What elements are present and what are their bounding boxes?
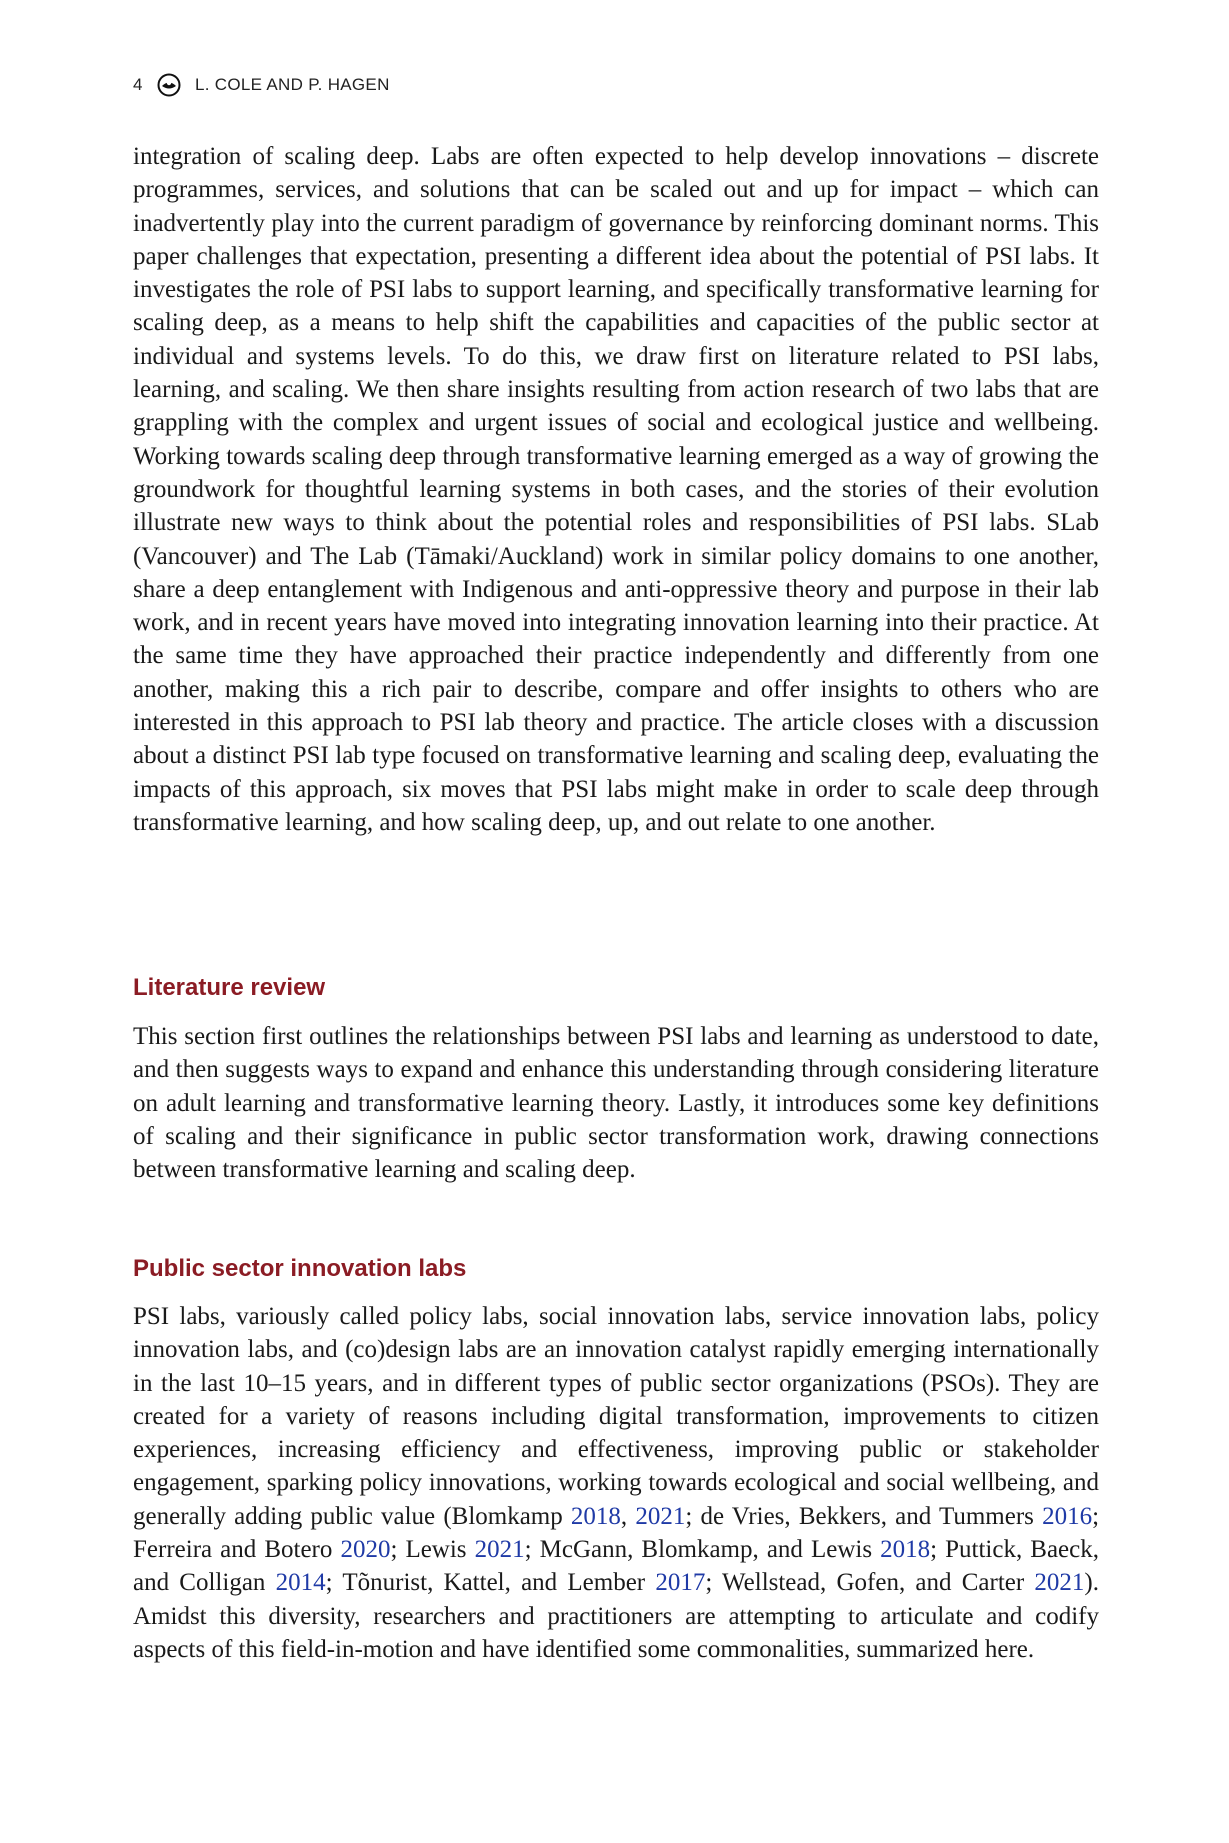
psi-labs-paragraph-text bbox=[133, 1300, 1099, 1666]
text-run: ; Lewis bbox=[390, 1536, 475, 1564]
citation-link[interactable]: 2017 bbox=[655, 1569, 706, 1597]
heading-psi-labs: Public sector innovation labs bbox=[133, 1255, 467, 1282]
citation-link[interactable]: 2021 bbox=[1034, 1569, 1085, 1597]
citation-link[interactable]: 2018 bbox=[570, 1502, 621, 1530]
intro-paragraph-text: integration of scaling deep. Labs are often expected to help develop innovations – discrete programmes, services, and solutions that can be scaled out and up for impact – which can inadvertently play into the current paradigm of governance by reinforcing dominant norms. This paper challenges that expectation, presenting a different idea about the potential of PSI labs. It investigates the role of PSI labs to support learning, and specifically transformative learning for scaling deep, as a means to help shift the capabilities and capacities of the public sector at individual and systems levels. To do this, we draw first on literature related to PSI labs, learning, and scaling. We then share insights resulting from action research of two labs that are grappling with the complex and urgent issues of social and ecological justice and wellbeing. Working towards scaling deep through transformative learning emerged as a way of growing the groundwork for thoughtful learning systems in both cases, and the stories of their evolution illustrate new ways to think about the potential roles and responsibilities of PSI labs. SLab (Vancouver) and The Lab (Tāmaki/Auckland) work in similar policy domains to one another, share a deep entanglement with Indigenous and anti-oppressive theory and purpose in their lab work, and in recent years have moved into integrating innovation learning into their practice. At the same time they have approached their practice independently and differently from one another, making this a rich pair to describe, compare and offer insights to others who are interested in this approach to PSI lab theory and practice. The article closes with a discussion about a distinct PSI lab type focused on transformative learning and scaling deep, evaluating the impacts of this approach, six moves that PSI labs might make in order to scale deep through transformative learning, and how scaling deep, up, and out relate to one another. bbox=[133, 143, 1099, 836]
intro-paragraph bbox=[133, 140, 1099, 839]
psi-labs-paragraph bbox=[133, 1300, 1099, 1666]
citation-link[interactable]: 2021 bbox=[474, 1536, 525, 1564]
text-run: ; Puttick, Baeck, and Colligan bbox=[133, 1536, 1099, 1597]
text-run: , bbox=[620, 1502, 636, 1530]
text-run: ; de Vries, Bekkers, and Tummers bbox=[685, 1502, 1043, 1530]
literature-paragraph bbox=[133, 1020, 1099, 1186]
journal-logo-icon bbox=[157, 73, 181, 97]
text-run: PSI labs, variously called policy labs, social innovation labs, service innovation labs, policy innovation labs, and (co)design labs are an innovation catalyst rapidly emerging internationally in the last 10–15 years, and in different types of public sector organizations (PSOs). They are created for a variety of reasons including digital transformation, improvements to citizen experiences, increasing efficiency and effectiveness, improving public or stakeholder engagement, sparking policy innovations, working towards ecological and social wellbeing, and generally adding public value (Blomkamp bbox=[133, 1303, 1099, 1530]
citation-link[interactable]: 2021 bbox=[635, 1502, 686, 1530]
running-head-authors: L. COLE AND P. HAGEN bbox=[195, 75, 390, 94]
text-run: ). Amidst this diversity, researchers and practitioners are attempting to articulate and codify aspects of this field-in-motion and have identified some commonalities, summarized here. bbox=[133, 1569, 1099, 1663]
text-run: ; Tõnurist, Kattel, and Lember bbox=[325, 1569, 656, 1597]
page-number: 4 bbox=[133, 75, 143, 94]
text-run: ; Ferreira and Botero bbox=[133, 1502, 1100, 1564]
text-run: ; McGann, Blomkamp, and Lewis bbox=[524, 1536, 881, 1564]
citation-link[interactable]: 2020 bbox=[340, 1536, 391, 1564]
literature-paragraph-text: This section first outlines the relationships between PSI labs and learning as understood to date, and then suggests ways to expand and enhance this understanding through considering literature on adult learning and transformative learning theory. Lastly, it introduces some key definitions of scaling and their significance in public sector transformation work, drawing connections between transformative learning and scaling deep. bbox=[133, 1023, 1099, 1184]
citation-link[interactable]: 2014 bbox=[275, 1569, 326, 1597]
heading-literature-review: Literature review bbox=[133, 974, 326, 1001]
text-run: ; Wellstead, Gofen, and Carter bbox=[705, 1569, 1035, 1597]
running-header bbox=[133, 70, 390, 100]
citation-link[interactable]: 2018 bbox=[880, 1536, 931, 1564]
citation-link[interactable]: 2016 bbox=[1042, 1502, 1093, 1530]
